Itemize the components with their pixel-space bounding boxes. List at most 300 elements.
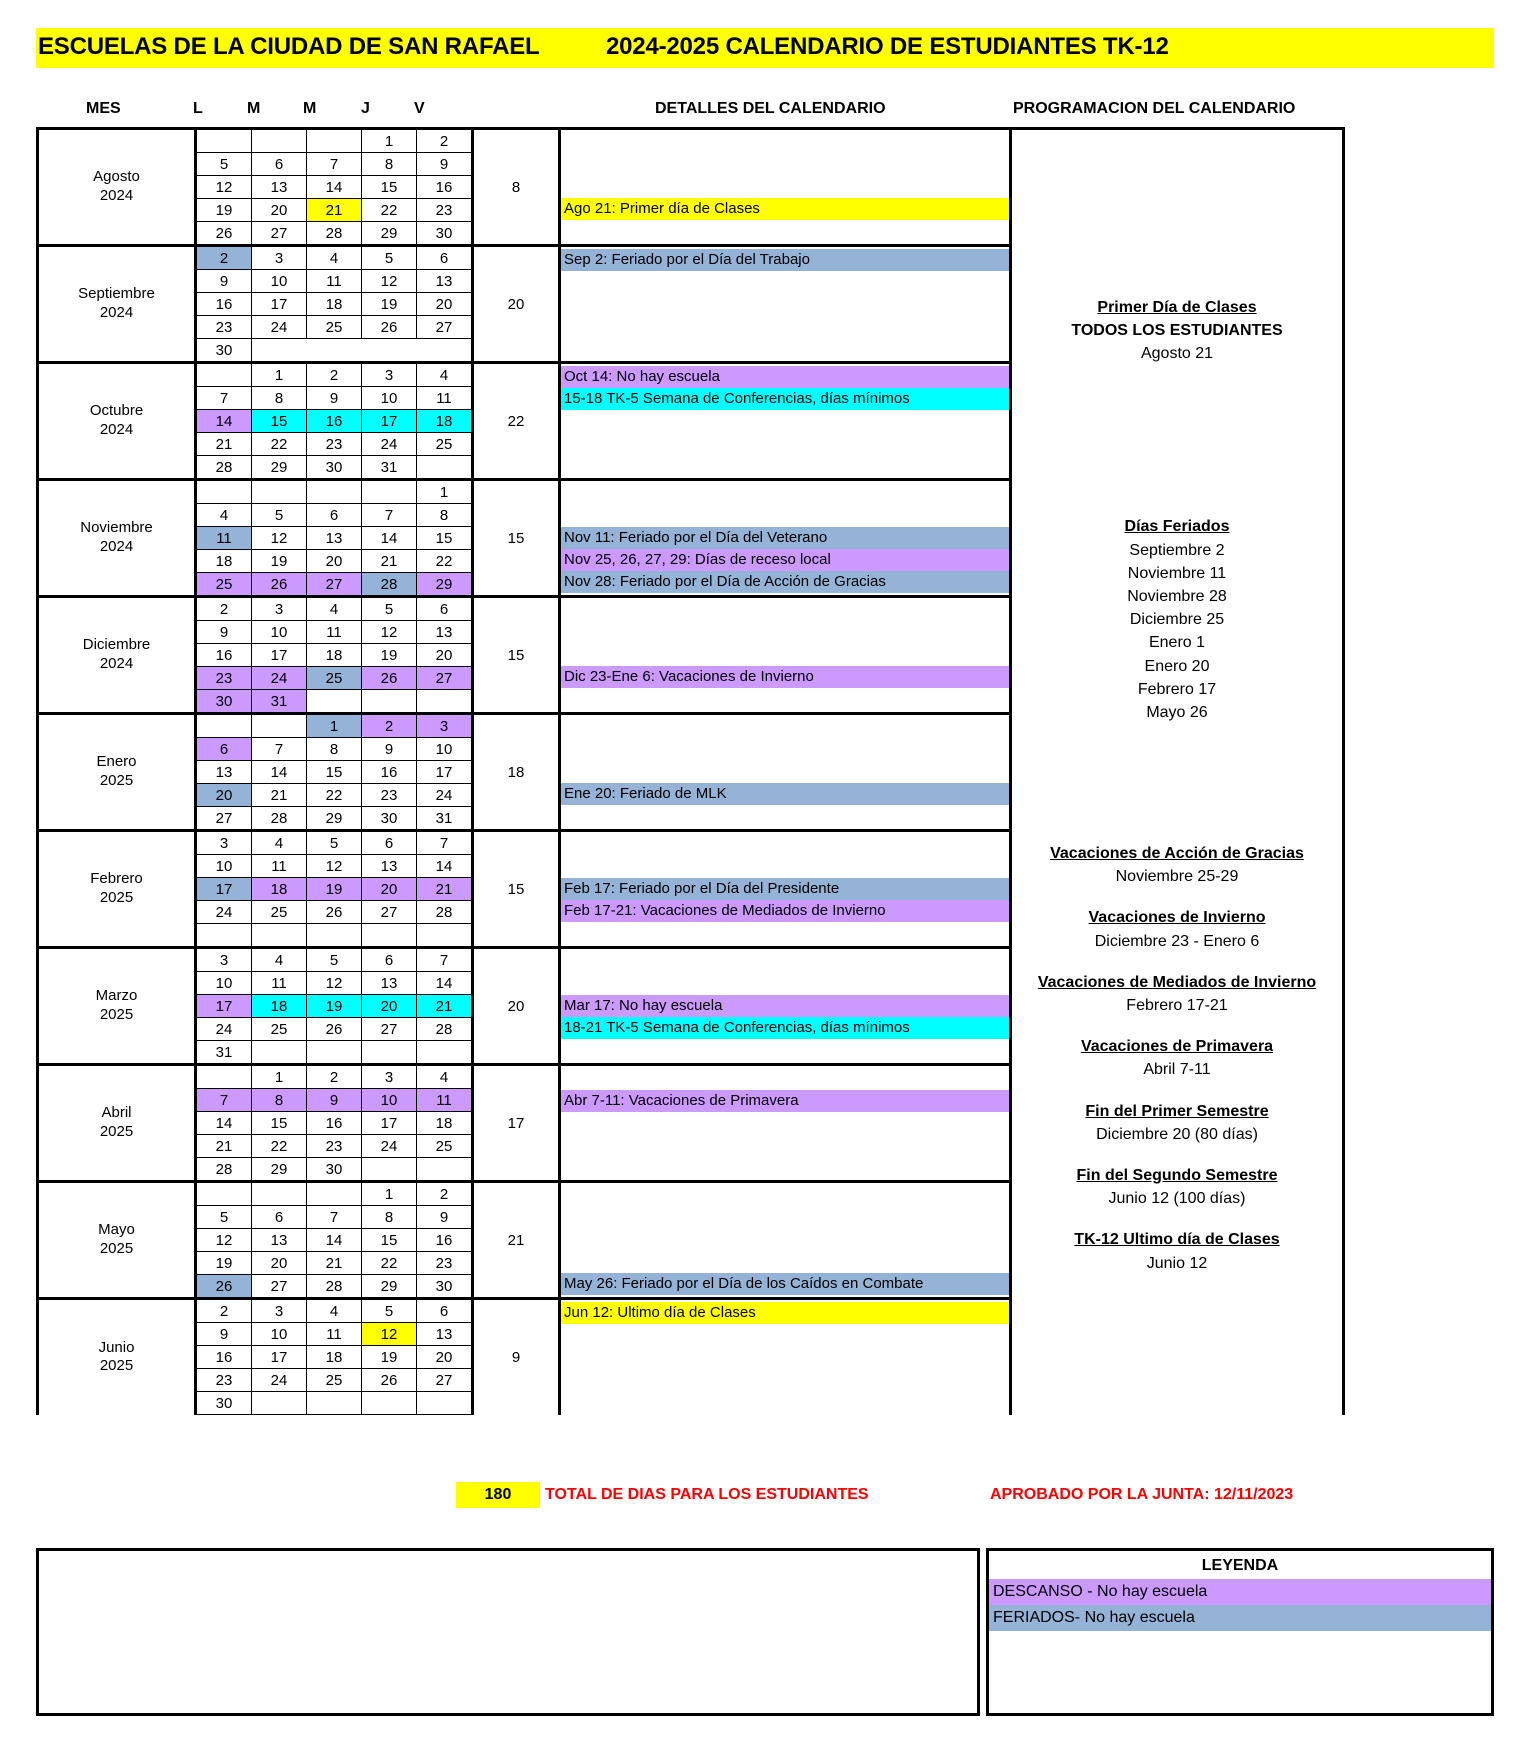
- day-cell: 27: [252, 222, 307, 246]
- day-cell: 12: [307, 855, 362, 878]
- month-details-cell: [560, 246, 1011, 363]
- day-cell: 17: [196, 878, 252, 901]
- day-cell: 24: [196, 901, 252, 924]
- detail-line: Abr 7-11: Vacaciones de Primavera: [561, 1090, 1009, 1112]
- holiday-item: Diciembre 25: [1129, 611, 1225, 629]
- day-cell: 27: [417, 316, 473, 339]
- detail-line: [561, 1134, 1009, 1156]
- day-cell: 13: [196, 761, 252, 784]
- day-cell: 9: [196, 621, 252, 644]
- header-monday: L: [193, 100, 203, 117]
- legend-row: FERIADOS- No hay escuela: [989, 1605, 1491, 1631]
- day-cell: 6: [252, 1206, 307, 1229]
- day-cell: 7: [252, 738, 307, 761]
- day-cell: 28: [362, 573, 417, 597]
- midwinter-break-dates: Febrero 17-21: [1126, 997, 1228, 1014]
- day-cell: 10: [417, 738, 473, 761]
- detail-line: [561, 1185, 1009, 1207]
- month-day-count: 20: [473, 246, 560, 363]
- month-label: Diciembre: [82, 636, 151, 654]
- day-cell: 2: [307, 363, 362, 387]
- day-cell: 21: [307, 1252, 362, 1275]
- day-cell: 7: [307, 153, 362, 176]
- day-cell: 17: [362, 1112, 417, 1135]
- day-cell: 2: [417, 1182, 473, 1206]
- day-cell: 19: [196, 1252, 252, 1275]
- second-semester-end-heading: Fin del Segundo Semestre: [1076, 1166, 1278, 1184]
- day-cell-empty: [307, 924, 362, 948]
- day-cell-empty: [252, 1392, 307, 1415]
- day-cell: 10: [252, 621, 307, 644]
- day-cell: 5: [362, 246, 417, 270]
- day-cell-empty: [252, 1182, 307, 1206]
- total-days-label: TOTAL DE DIAS PARA LOS ESTUDIANTES: [545, 1486, 869, 1503]
- winter-break-heading: Vacaciones de Invierno: [1088, 909, 1266, 927]
- day-cell: 10: [362, 1089, 417, 1112]
- day-cell: 3: [362, 363, 417, 387]
- day-cell: 31: [252, 690, 307, 714]
- detail-line: [561, 717, 1009, 739]
- day-cell-empty: [307, 1041, 362, 1065]
- detail-line: [561, 410, 1009, 432]
- day-cell: 23: [417, 199, 473, 222]
- holiday-item: Septiembre 2: [1129, 541, 1225, 559]
- day-cell: 4: [307, 1299, 362, 1323]
- day-cell: 10: [196, 972, 252, 995]
- day-cell: 7: [417, 948, 473, 972]
- month-details-cell: [560, 480, 1011, 597]
- day-cell-empty: [196, 129, 252, 153]
- day-cell: 19: [196, 199, 252, 222]
- day-cell: 2: [362, 714, 417, 738]
- day-cell: 21: [196, 1135, 252, 1158]
- detail-line: Feb 17: Feriado por el Día del Presidente: [561, 878, 1009, 900]
- detail-line: [561, 1324, 1009, 1346]
- detail-line: [561, 951, 1009, 973]
- day-cell: 28: [307, 1275, 362, 1299]
- day-cell: 22: [252, 1135, 307, 1158]
- detail-line: [561, 176, 1009, 198]
- month-details-cell: [560, 1182, 1011, 1299]
- month-label: Noviembre: [80, 519, 153, 537]
- day-cell: 30: [196, 690, 252, 714]
- day-cell-empty: [196, 714, 252, 738]
- day-cell: 3: [252, 597, 307, 621]
- day-cell: 18: [252, 995, 307, 1018]
- day-cell: 6: [196, 738, 252, 761]
- day-cell: 26: [362, 316, 417, 339]
- month-name-cell: [38, 714, 196, 831]
- day-cell-empty: [196, 924, 252, 948]
- day-cell: 12: [196, 1229, 252, 1252]
- day-cell: 1: [252, 1065, 307, 1089]
- day-cell: 14: [307, 1229, 362, 1252]
- day-cell: 24: [196, 1018, 252, 1041]
- day-cell: 5: [252, 504, 307, 527]
- day-cell: 15: [307, 761, 362, 784]
- year-label: 2024: [99, 538, 134, 555]
- day-cell: 22: [362, 199, 417, 222]
- day-cell: 27: [252, 1275, 307, 1299]
- day-cell: 19: [362, 1346, 417, 1369]
- month-name-cell: [38, 1065, 196, 1182]
- month-details-cell: [560, 129, 1011, 246]
- day-cell: 12: [362, 621, 417, 644]
- day-cell: 24: [252, 316, 307, 339]
- day-cell: 7: [196, 1089, 252, 1112]
- month-day-count: 20: [473, 948, 560, 1065]
- notes-box: [36, 1548, 980, 1716]
- day-cell: 26: [307, 1018, 362, 1041]
- day-cell: 25: [196, 573, 252, 597]
- day-cell: 28: [417, 1018, 473, 1041]
- holiday-item: Enero 20: [1144, 657, 1210, 675]
- detail-line: [561, 154, 1009, 176]
- day-cell: 26: [307, 901, 362, 924]
- month-name-cell: [38, 246, 196, 363]
- year-label: 2025: [99, 1006, 134, 1023]
- day-cell-empty: [252, 129, 307, 153]
- day-cell: 22: [252, 433, 307, 456]
- second-semester-end-dates: Junio 12 (100 días): [1108, 1190, 1246, 1208]
- day-cell-empty: [307, 480, 362, 504]
- day-cell: 20: [362, 878, 417, 901]
- day-cell: 10: [362, 387, 417, 410]
- day-cell: 7: [196, 387, 252, 410]
- day-cell: 1: [362, 129, 417, 153]
- year-label: 2025: [99, 1123, 134, 1140]
- detail-line: [561, 1251, 1009, 1273]
- month-details-cell: [560, 597, 1011, 714]
- day-cell: 11: [307, 1323, 362, 1346]
- month-label: Septiembre: [78, 285, 155, 303]
- day-cell: 7: [417, 831, 473, 855]
- detail-line: [561, 1156, 1009, 1178]
- month-details-cell: [560, 1299, 1011, 1415]
- day-cell: 27: [307, 573, 362, 597]
- holiday-item: Mayo 26: [1146, 703, 1208, 721]
- detail-line: [561, 315, 1009, 337]
- day-cell: 29: [417, 573, 473, 597]
- day-cell: 18: [307, 293, 362, 316]
- header-month: MES: [86, 100, 121, 117]
- day-cell: 2: [307, 1065, 362, 1089]
- day-cell: 27: [362, 901, 417, 924]
- day-cell-empty: [417, 1041, 473, 1065]
- day-cell: 23: [307, 433, 362, 456]
- month-name-cell: [38, 1182, 196, 1299]
- spring-break-heading: Vacaciones de Primavera: [1080, 1038, 1274, 1056]
- day-cell-empty: [362, 924, 417, 948]
- day-cell: 24: [252, 667, 307, 690]
- first-day-date: Agosto 21: [1140, 345, 1214, 363]
- total-days-value: 180: [456, 1482, 540, 1508]
- day-cell: 5: [307, 831, 362, 855]
- day-cell: 30: [307, 1158, 362, 1182]
- legend-box: [986, 1548, 1494, 1716]
- day-cell: 28: [417, 901, 473, 924]
- day-cell: 29: [307, 807, 362, 831]
- day-cell-empty: [252, 924, 307, 948]
- day-cell: 28: [196, 1158, 252, 1182]
- day-cell: 29: [362, 1275, 417, 1299]
- day-cell: 28: [196, 456, 252, 480]
- day-cell: 20: [252, 1252, 307, 1275]
- day-cell: 27: [417, 667, 473, 690]
- holiday-item: Noviembre 11: [1127, 564, 1227, 582]
- day-cell-empty: [417, 1392, 473, 1415]
- day-cell: 28: [307, 222, 362, 246]
- day-cell: 26: [196, 222, 252, 246]
- day-cell: 31: [417, 807, 473, 831]
- day-cell: 17: [252, 1346, 307, 1369]
- day-cell: 11: [252, 972, 307, 995]
- day-cell-empty: [307, 129, 362, 153]
- last-day-heading: TK-12 Ultimo día de Clases: [1074, 1231, 1280, 1249]
- day-cell: 11: [417, 1089, 473, 1112]
- day-cell: 15: [417, 527, 473, 550]
- month-day-count: 22: [473, 363, 560, 480]
- day-cell: 9: [417, 153, 473, 176]
- day-cell: 24: [362, 433, 417, 456]
- day-cell: 14: [307, 176, 362, 199]
- day-cell: 4: [307, 597, 362, 621]
- day-cell: 31: [362, 456, 417, 480]
- day-cell: 14: [417, 855, 473, 878]
- day-cell: 23: [307, 1135, 362, 1158]
- day-cell: 20: [196, 784, 252, 807]
- day-cell: 4: [196, 504, 252, 527]
- day-cell: 4: [417, 363, 473, 387]
- month-name-cell: [38, 129, 196, 246]
- day-cell: 2: [196, 246, 252, 270]
- day-cell: 6: [307, 504, 362, 527]
- detail-line: [561, 432, 1009, 454]
- day-cell: 25: [417, 1135, 473, 1158]
- day-cell: 14: [252, 761, 307, 784]
- day-cell-empty: [362, 339, 417, 363]
- day-cell: 9: [417, 1206, 473, 1229]
- winter-break-dates: Diciembre 23 - Enero 6: [1094, 932, 1260, 950]
- last-day-date: Junio 12: [1146, 1254, 1208, 1272]
- day-cell: 19: [307, 878, 362, 901]
- day-cell: 13: [307, 527, 362, 550]
- day-cell: 21: [196, 433, 252, 456]
- year-label: 2024: [99, 655, 134, 672]
- detail-line: [561, 856, 1009, 878]
- day-cell: 5: [196, 153, 252, 176]
- detail-line: [561, 1229, 1009, 1251]
- day-cell: 19: [307, 995, 362, 1018]
- header-wednesday: M: [303, 100, 317, 117]
- detail-line: Sep 2: Feriado por el Día del Trabajo: [561, 249, 1009, 271]
- day-cell: 13: [417, 1323, 473, 1346]
- detail-line: Jun 12: Ultimo día de Clases: [561, 1302, 1009, 1324]
- detail-line: [561, 1068, 1009, 1090]
- day-cell-empty: [307, 1392, 362, 1415]
- day-cell: 7: [307, 1206, 362, 1229]
- day-cell: 14: [196, 410, 252, 433]
- day-cell: 26: [362, 667, 417, 690]
- detail-line: [561, 1112, 1009, 1134]
- day-cell: 8: [252, 1089, 307, 1112]
- day-cell: 30: [362, 807, 417, 831]
- day-cell: 9: [196, 1323, 252, 1346]
- day-cell: 13: [417, 621, 473, 644]
- detail-line: [561, 1207, 1009, 1229]
- day-cell: 27: [417, 1369, 473, 1392]
- holiday-item: Enero 1: [1148, 634, 1206, 652]
- district-title: ESCUELAS DE LA CIUDAD DE SAN RAFAEL: [38, 33, 540, 60]
- day-cell: 18: [417, 1112, 473, 1135]
- detail-line: [561, 973, 1009, 995]
- program-column: [1011, 129, 1344, 1415]
- detail-line: [561, 132, 1009, 154]
- day-cell: 16: [196, 644, 252, 667]
- day-cell: 14: [196, 1112, 252, 1135]
- day-cell: 21: [417, 878, 473, 901]
- day-cell: 8: [307, 738, 362, 761]
- year-label: 2025: [99, 1357, 134, 1375]
- day-cell: 12: [196, 176, 252, 199]
- day-cell: 16: [362, 761, 417, 784]
- holidays-heading: Días Feriados: [1124, 518, 1230, 536]
- day-cell: 30: [307, 456, 362, 480]
- day-cell: 4: [252, 831, 307, 855]
- first-day-heading: Primer Día de Clases: [1097, 298, 1257, 316]
- detail-line: Feb 17-21: Vacaciones de Mediados de Invierno: [561, 900, 1009, 922]
- month-details-cell: [560, 1065, 1011, 1182]
- day-cell: 20: [252, 199, 307, 222]
- day-cell: 5: [196, 1206, 252, 1229]
- calendar-table: [36, 127, 1345, 1415]
- day-cell: 30: [417, 222, 473, 246]
- detail-line: Dic 23-Ene 6: Vacaciones de Invierno: [561, 666, 1009, 688]
- month-day-count: 15: [473, 831, 560, 948]
- day-cell: 22: [417, 550, 473, 573]
- day-cell: 12: [307, 972, 362, 995]
- month-details-cell: [560, 831, 1011, 948]
- day-cell: 25: [252, 1018, 307, 1041]
- day-cell: 13: [252, 1229, 307, 1252]
- day-cell: 4: [252, 948, 307, 972]
- year-label: 2025: [99, 889, 134, 906]
- day-cell: 13: [362, 855, 417, 878]
- year-label: 2024: [99, 421, 134, 438]
- month-name-cell: [38, 1299, 196, 1415]
- day-cell-empty: [417, 690, 473, 714]
- day-cell: 23: [196, 316, 252, 339]
- day-cell-empty: [252, 480, 307, 504]
- day-cell: 15: [252, 410, 307, 433]
- day-cell: 2: [417, 129, 473, 153]
- day-cell-empty: [196, 1065, 252, 1089]
- detail-line: Nov 11: Feriado por el Día del Veterano: [561, 527, 1009, 549]
- month-day-count: 21: [473, 1182, 560, 1299]
- detail-line: [561, 293, 1009, 315]
- day-cell: 11: [252, 855, 307, 878]
- day-cell: 21: [417, 995, 473, 1018]
- day-cell: 16: [307, 1112, 362, 1135]
- day-cell: 30: [417, 1275, 473, 1299]
- day-cell: 9: [196, 270, 252, 293]
- day-cell: 5: [307, 948, 362, 972]
- day-cell: 20: [417, 293, 473, 316]
- holiday-item: Febrero 17: [1137, 680, 1217, 698]
- day-cell: 28: [252, 807, 307, 831]
- calendar-week-row: [38, 129, 1344, 153]
- day-cell: 12: [362, 1323, 417, 1346]
- first-semester-end-dates: Diciembre 20 (80 días): [1096, 1125, 1258, 1143]
- day-cell: 4: [417, 1065, 473, 1089]
- detail-line: [561, 271, 1009, 293]
- day-cell: 13: [252, 176, 307, 199]
- detail-line: [561, 834, 1009, 856]
- month-day-count: 8: [473, 129, 560, 246]
- day-cell: 3: [196, 831, 252, 855]
- detail-line: Nov 28: Feriado por el Día de Acción de Gracias: [561, 571, 1009, 593]
- detail-line: Ago 21: Primer día de Clases: [561, 198, 1009, 220]
- day-cell: 6: [417, 1299, 473, 1323]
- day-cell: 10: [196, 855, 252, 878]
- day-cell: 10: [252, 270, 307, 293]
- month-day-count: 15: [473, 480, 560, 597]
- day-cell: 6: [362, 948, 417, 972]
- month-day-count: 18: [473, 714, 560, 831]
- day-cell: 14: [417, 972, 473, 995]
- detail-line: [561, 761, 1009, 783]
- calendar-title: 2024-2025 CALENDARIO DE ESTUDIANTES TK-12: [606, 33, 1169, 60]
- day-cell: 27: [196, 807, 252, 831]
- detail-line: Oct 14: No hay escuela: [561, 366, 1009, 388]
- day-cell: 29: [252, 456, 307, 480]
- day-cell-empty: [307, 1182, 362, 1206]
- day-cell: 21: [307, 199, 362, 222]
- day-cell-empty: [362, 1158, 417, 1182]
- day-cell: 3: [196, 948, 252, 972]
- day-cell: 3: [252, 246, 307, 270]
- year-label: 2025: [99, 1240, 134, 1257]
- day-cell: 20: [362, 995, 417, 1018]
- detail-line: [561, 805, 1009, 827]
- header-program: PROGRAMACION DEL CALENDARIO: [1013, 100, 1296, 117]
- day-cell: 10: [252, 1323, 307, 1346]
- day-cell: 11: [417, 387, 473, 410]
- detail-line: [561, 483, 1009, 505]
- day-cell: 16: [417, 176, 473, 199]
- detail-line: [561, 337, 1009, 359]
- day-cell: 17: [252, 293, 307, 316]
- day-cell: 8: [417, 504, 473, 527]
- detail-line: [561, 505, 1009, 527]
- day-cell: 1: [307, 714, 362, 738]
- day-cell-empty: [196, 480, 252, 504]
- day-cell-empty: [307, 339, 362, 363]
- month-day-count: 9: [473, 1299, 560, 1415]
- day-cell-empty: [417, 924, 473, 948]
- day-cell: 19: [362, 293, 417, 316]
- day-cell: 23: [417, 1252, 473, 1275]
- first-semester-end-heading: Fin del Primer Semestre: [1085, 1102, 1269, 1120]
- month-day-count: 15: [473, 597, 560, 714]
- day-cell: 18: [307, 644, 362, 667]
- thanksgiving-dates: Noviembre 25-29: [1115, 868, 1239, 886]
- midwinter-break-heading: Vacaciones de Mediados de Invierno: [1037, 973, 1317, 991]
- day-cell: 2: [196, 597, 252, 621]
- detail-line: [561, 220, 1009, 242]
- detail-line: [561, 1346, 1009, 1368]
- detail-line: [561, 454, 1009, 476]
